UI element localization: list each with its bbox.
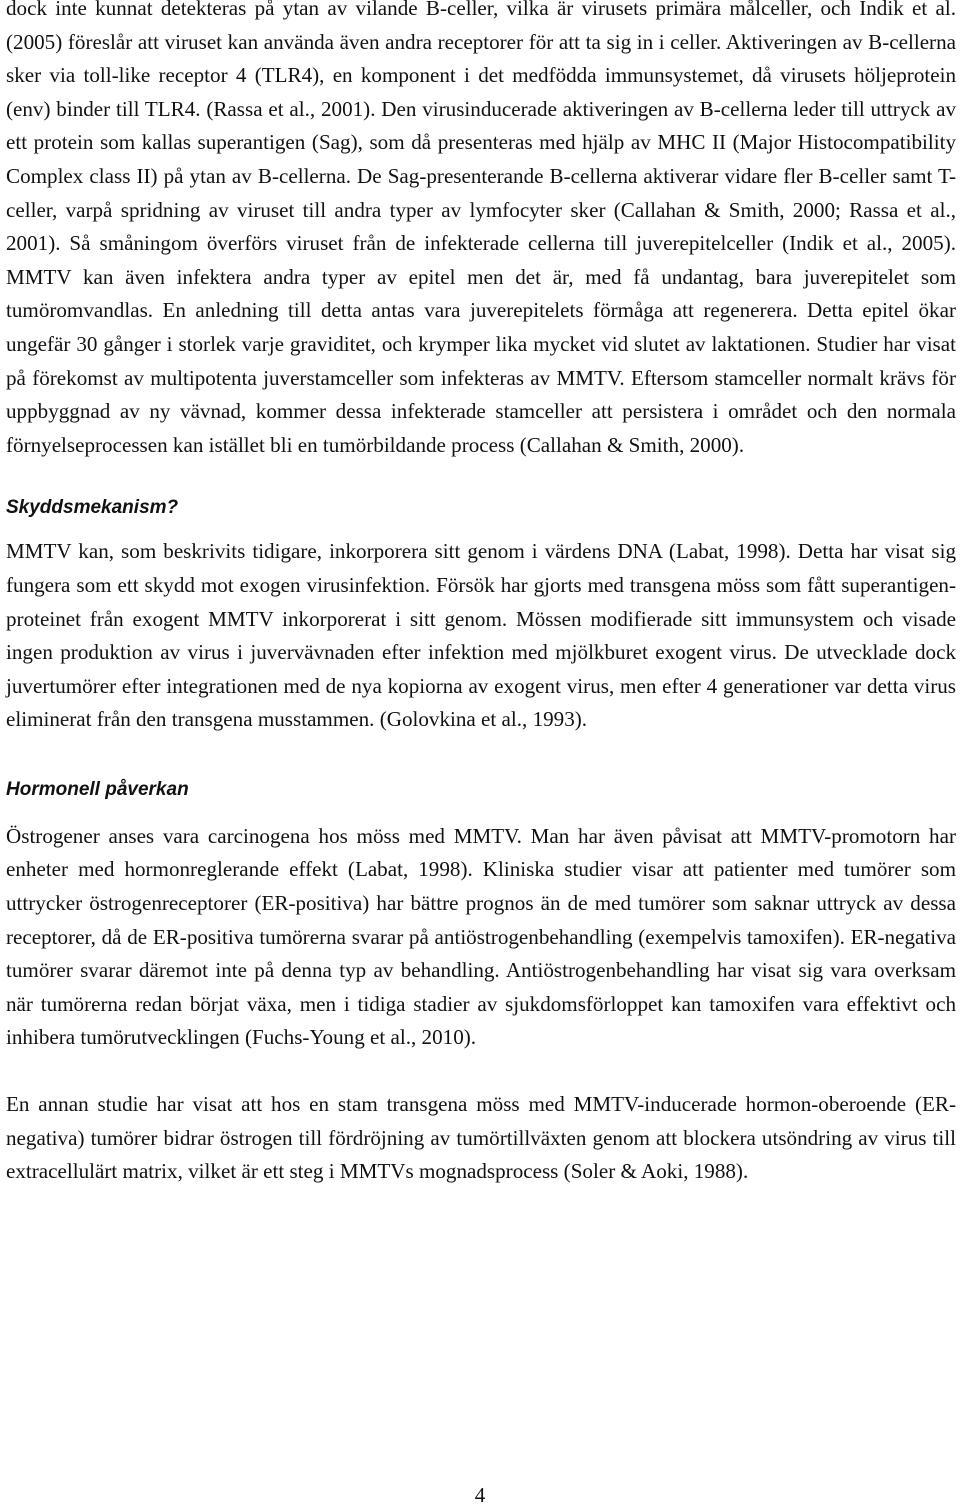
paragraph-skyddsmekanism: MMTV kan, som beskrivits tidigare, inkorporera sitt genom i värdens DNA (Labat, 1998). Detta har visat sig fungera som ett skydd mot exogen virusinfektion. Försök har gjorts med transgena möss som fått superantigen-proteinet från exogent MMTV inkorporerat i sitt genom. Mössen modifierade sitt immunsystem och visade ingen produktion av virus i juvervävnaden efter infektion med mjölkburet exogent virus. De utvecklade dock juvertumörer efter integrationen med de nya kopiorna av exogent virus, men efter 4 generationer var detta virus eliminerat från den transgena musstammen. (Golovkina et al., 1993). — [6, 539, 956, 732]
paragraph-hormonell-paverkan: Östrogener anses vara carcinogena hos möss med MMTV. Man har även påvisat att MMTV-promotorn har enheter med hormonreglerande effekt (Labat, 1998). Kliniska studier visar att patienter med tumörer som uttrycker östrogenreceptorer (ER-positiva) har bättre prognos än de med tumörer som saknar uttryck av dessa receptorer, då de ER-positiva tumörerna svarar på antiöstrogenbehandling (exempelvis tamoxifen). ER-negativa tumörer svarar däremot inte på denna typ av behandling. Antiöstrogenbehandling har visat sig vara overksam när tumörerna redan börjat växa, men i tidiga stadier av sjukdomsförloppet kan tamoxifen vara effektivt och inhibera tumörutvecklingen (Fuchs-Young et al., 2010). — [6, 823, 956, 1050]
document-page — [6, 0, 956, 1189]
paragraph-annan-studie: En annan studie har visat att hos en stam transgena möss med MMTV-inducerade hormon-oberoende (ER-negativa) tumörer bidrar östrogen till fördröjning av tumörtillväxten genom att blockera utsöndring av virus till extracellulärt matrix, vilket är ett steg i MMTVs mognadsprocess (Soler & Aoki, 1988). — [6, 1092, 956, 1184]
section-heading-skyddsmekanism: Skyddsmekanism? — [6, 497, 179, 519]
paragraph-intro: dock inte kunnat detekteras på ytan av vilande B-celler, vilka är virusets primära målceller, och Indik et al. (2005) föreslår att viruset kan använda även andra receptorer för att ta sig in i celler. Aktiveringen av B-cellerna sker via toll-like receptor 4 (TLR4), en komponent i det medfödda immunsystemet, då virusets höljeprotein (env) binder till TLR4. (Rassa et al., 2001). Den virusinducerade aktiveringen av B-cellerna leder till uttryck av ett protein som kallas superantigen (Sag), som då presenteras med hjälp av MHC II (Major Histocompatibility Complex class II) på ytan av B-cellerna. De Sag-presenterande B-cellerna aktiverar vidare fler B-celler samt T-celler, varpå spridning av viruset till andra typer av lymfocyter sker (Callahan & Smith, 2000; Rassa et al., 2001). Så småningom överförs viruset från de infekterade cellerna till juverepitelceller (Indik et al., 2005). MMTV kan även infektera andra typer av epitel men det är, med få undantag, bara juverepitelet som tumöromvandlas. En anledning till detta antas vara juverepitelets förmåga att regenerera. Detta epitel ökar ungefär 30 gånger i storlek varje graviditet, och krymper lika mycket vid slutet av laktationen. Studier har visat på förekomst av multipotenta juverstamceller som infekteras av MMTV. Eftersom stamceller normalt krävs för uppbyggnad av ny vävnad, kommer dessa infekterade stamceller att persistera i området och den normala förnyelseprocessen kan istället bli en tumörbildande process (Callahan & Smith, 2000). — [6, 0, 956, 457]
section-heading-hormonell-paverkan: Hormonell påverkan — [6, 778, 189, 800]
page-number: 4 — [474, 1483, 486, 1507]
